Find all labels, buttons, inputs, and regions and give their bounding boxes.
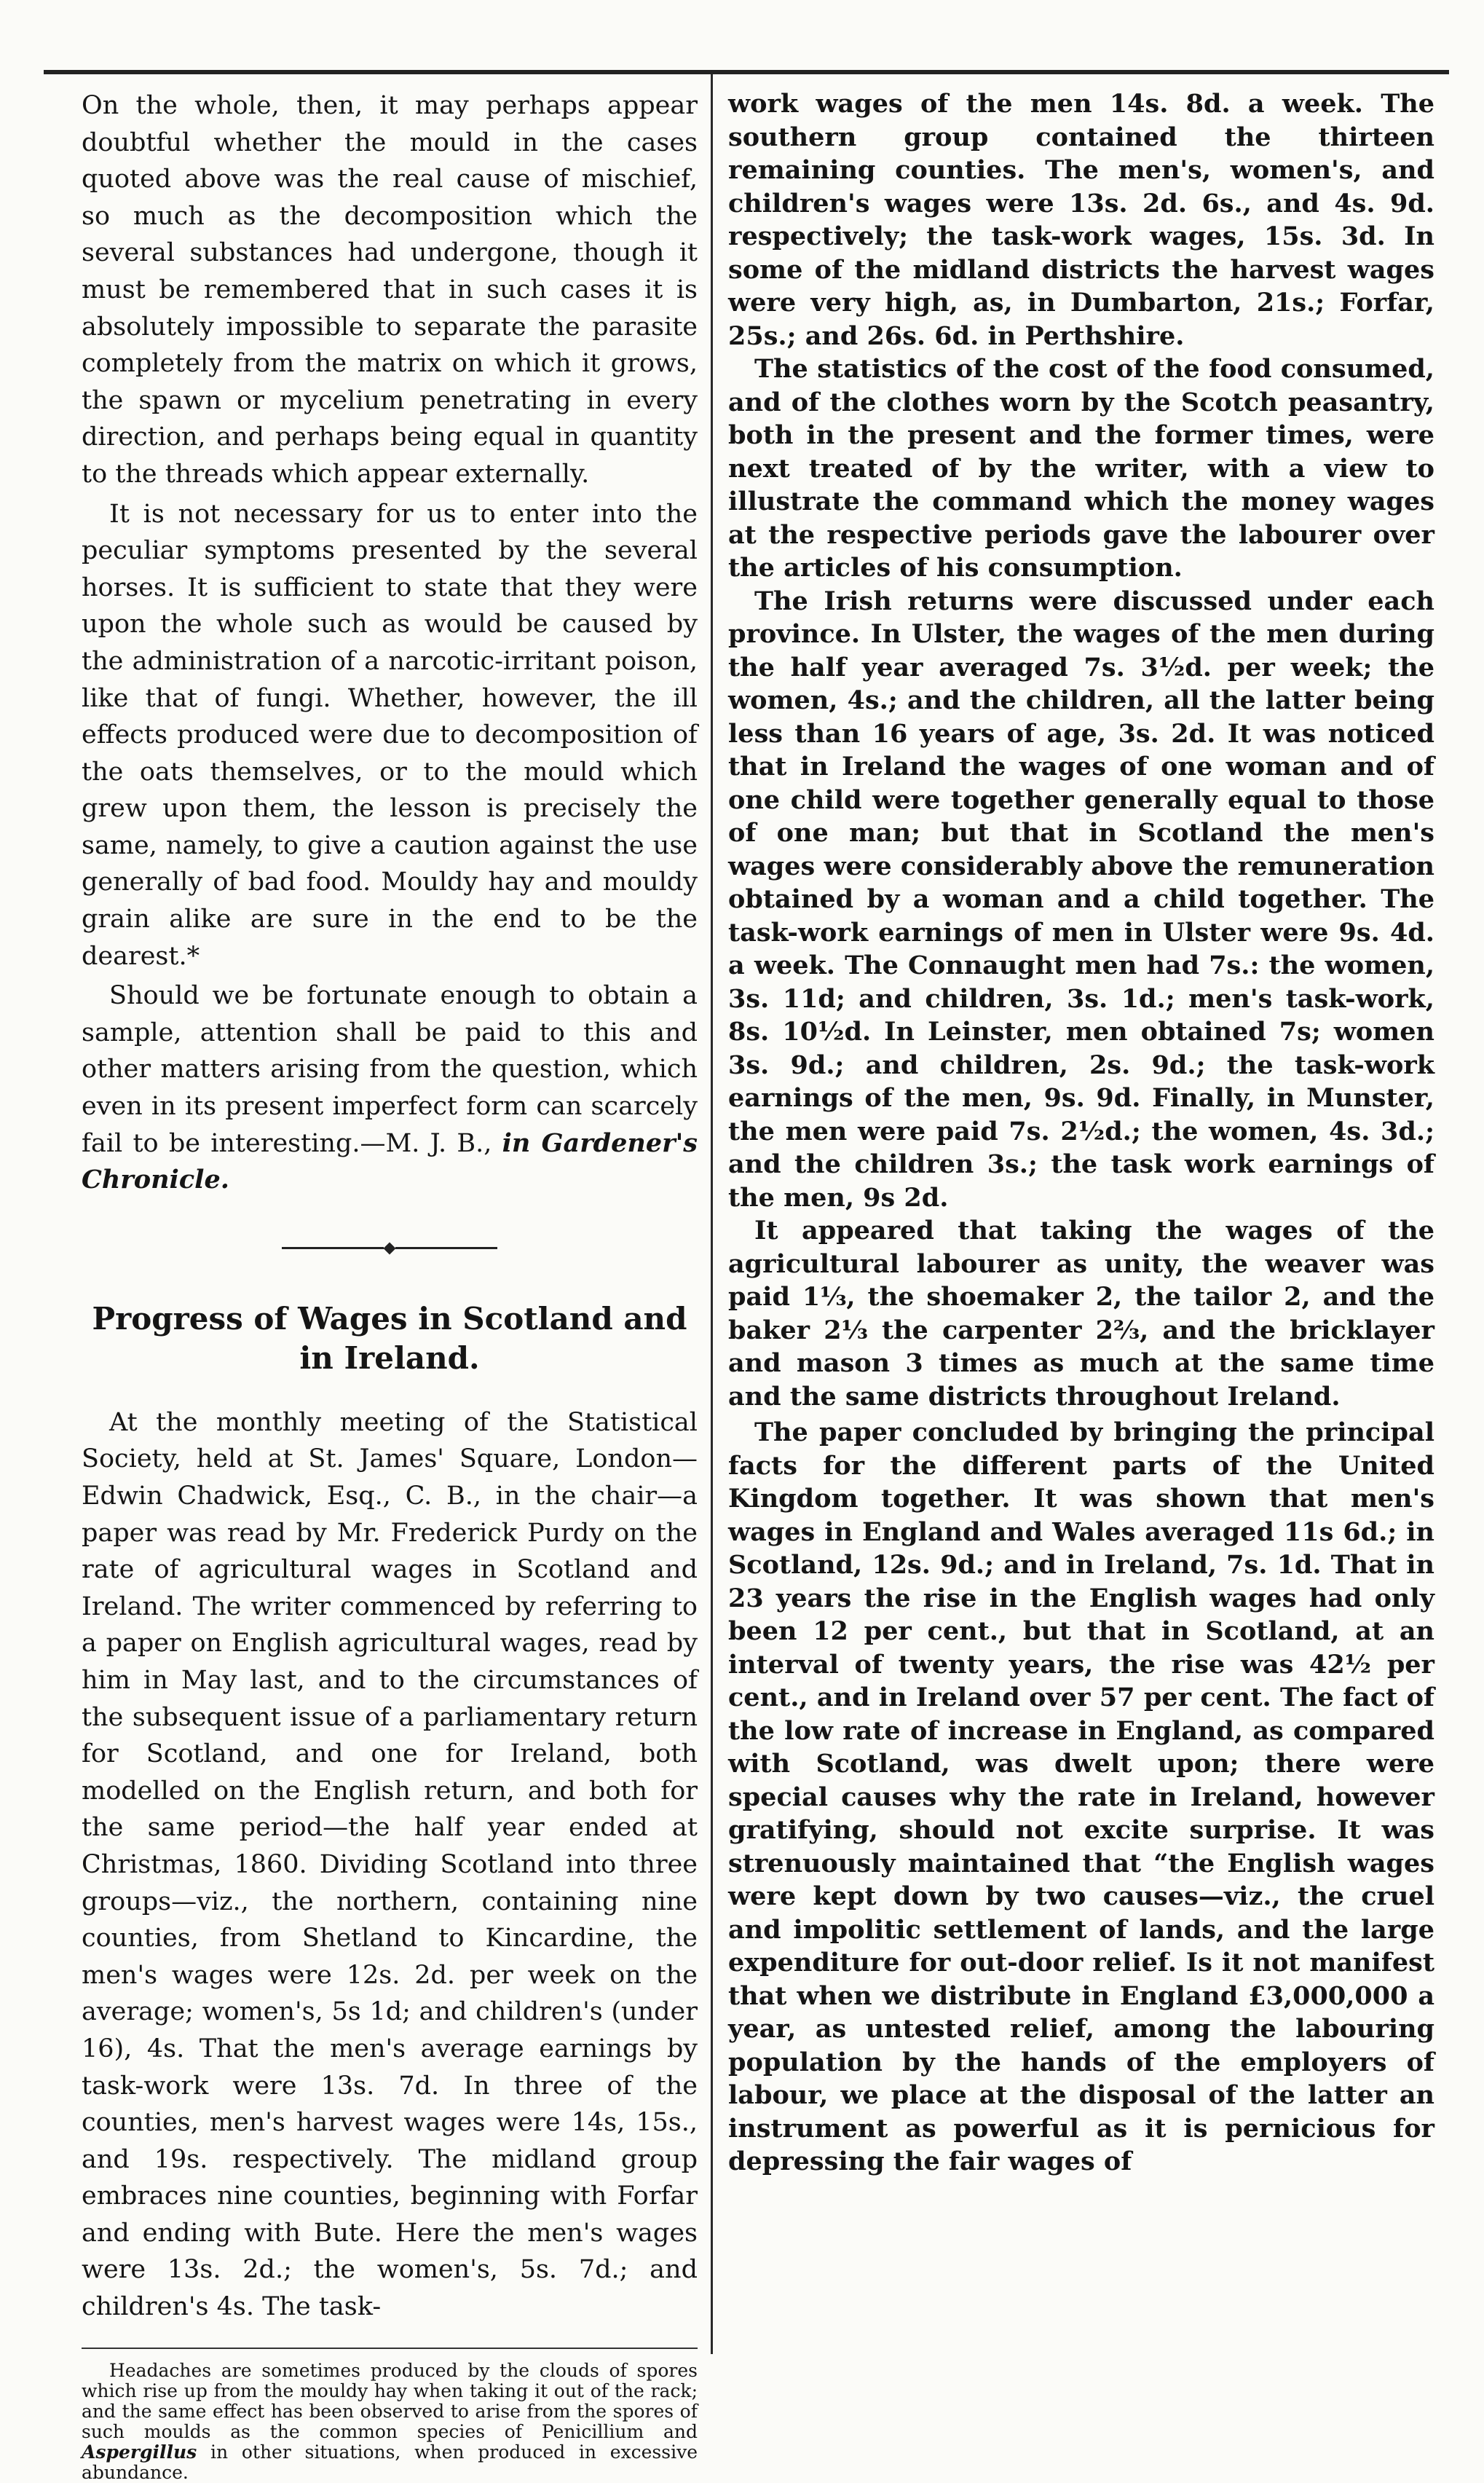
article-paragraph: The paper concluded by bringing the principal facts for the different parts of the United Kingdom together. It was shown that men's wages in England and Wales averaged 11s 6d.; in Scotland, 12s. 9d.; and in Ireland, 7s. 1d. That in 23 years the rise in the English wages had only been 12 per cent., but that in Scotland, at an interval of twenty years, the rise was 42½ per cent., and in Ireland over 57 per cent. The fact of the low rate of increase in England, as compared with Scotland, was dwelt upon; there were special causes why the rate in Ireland, however gratifying, should not excite surprise. It was strenuously maintained that “the English wages were kept down by two causes—viz., the cruel and impolitic settlement of lands, and the large expenditure for out-door relief. Is it not manifest that when we distribute in England £3,000,000 a year, as untested relief, among the labouring population by the hands of the employers of labour, we place at the disposal of the latter an instrument as powerful as it is pernicious for depressing the fair wages of: [728, 1417, 1434, 2176]
footnote-italic: Aspergillus: [82, 2441, 197, 2463]
article-paragraph: The Irish returns were discussed under each province. In Ulster, the wages of the men during the half year averaged 7s. 3½d. per week; the women, 4s.; and the children, all the latter being less than 16 years of age, 3s. 2d. It was noticed that in Ireland the wages of one woman and of one child were together generally equal to those of one man; but that in Scotland the men's wages were considerably above the remuneration obtained by a woman and a child together. The task-work earnings of men in Ulster were 9s. 4d. a week. The Connaught men had 7s.: the women, 3s. 11d; and children, 3s. 1d.; men's task-work, 8s. 10½d. In Leinster, men obtained 7s; women 3s. 9d.; and children, 2s. 9d.; the task-work earnings of the men, 9s. 9d. Finally, in Munster, the men were paid 7s. 2½d.; the women, 4s. 3d.; and the children 3s.; the task work earnings of the men, 9s 2d.: [728, 586, 1434, 1213]
article-paragraph: The statistics of the cost of the food consumed, and of the clothes worn by the Scotch peasantry, both in the present and the former times, were next treated of by the writer, with a view to illustrate the command which the money wages at the respective periods gave the labourer over the articles of his consumption.: [728, 354, 1434, 583]
section-separator: [82, 1241, 698, 1256]
left-column: [82, 87, 698, 2483]
article-paragraph: [82, 977, 698, 1199]
footnote: [82, 2348, 698, 2483]
footnote-text: [82, 2361, 698, 2483]
footnote-end: in other situations, when produced in excessive abundance.: [82, 2441, 698, 2483]
article-heading: Progress of Wages in Scotland and in Ireland.: [92, 1300, 687, 1376]
right-column: [728, 87, 1434, 2179]
column-divider: [711, 74, 713, 2354]
article-paragraph: work wages of the men 14s. 8d. a week. The southern group contained the thirteen remaining counties. The men's, women's, and children's wages were 13s. 2d. 6s., and 4s. 9d. respectively; the task-work wages, 15s. 3d. In some of the midland districts the harvest wages were very high, as, in Dumbarton, 21s.; Forfar, 25s.; and 26s. 6d. in Perthshire.: [728, 89, 1434, 351]
article-paragraph: It appeared that taking the wages of the agricultural labourer as unity, the weaver was paid 1⅓, the shoemaker 2, the tailor 2, and the baker 2⅓ the carpenter 2⅔, and the bricklayer and mason 3 times as much at the same time and the same districts throughout Ireland.: [728, 1216, 1434, 1412]
article-paragraph: It is not necessary for us to enter into the peculiar symptoms presented by the several horses. It is sufficient to state that they were upon the whole such as would be caused by the administration of a narcotic-irritant poison, like that of fungi. Whether, however, the ill effects produced were due to decomposition of the oats themselves, or to the mould which grew upon them, the lesson is precisely the same, namely, to give a caution against the use generally of bad food. Mouldy hay and mouldy grain alike are sure in the end to be the dearest.*: [82, 499, 698, 971]
source-attribution: in Gardener's Chronicle.: [82, 1128, 698, 1195]
footnote-main: Headaches are sometimes produced by the clouds of spores which rise up from the mouldy hay when taking it out of the rack; and the same effect has been observed to arise from the spores of such moulds as the common species of Penicillium and: [82, 2359, 698, 2442]
article-paragraph: On the whole, then, it may perhaps appear doubtful whether the mould in the cases quoted above was the real cause of mischief, so much as the decomposition which the several substances had undergone, though it must be remembered that in such cases it is absolutely impossible to separate the parasite completely from the matrix on which it grows, the spawn or mycelium penetrating in every direction, and perhaps being equal in quantity to the threads which appear externally.: [82, 91, 698, 489]
paragraph-text: Should we be fortunate enough to obtain a sample, attention shall be paid to this and other matters arising from the question, which even in its present imperfect form can scarcely fail to be interesting.—M. J. B.,: [82, 981, 698, 1158]
top-rule: [44, 70, 1449, 74]
article-paragraph: At the monthly meeting of the Statistical Society, held at St. James' Square, London—Edwin Chadwick, Esq., C. B., in the chair—a paper was read by Mr. Frederick Purdy on the rate of agricultural wages in Scotland and Ireland. The writer commenced by referring to a paper on English agricultural wages, read by him in May last, and to the circumstances of the subsequent issue of a parliamentary return for Scotland, and one for Ireland, both modelled on the English return, and both for the same period—the half year ended at Christmas, 1860. Dividing Scotland into three groups—viz., the northern, containing nine counties, from Shetland to Kincardine, the men's wages were 12s. 2d. per week on the average; women's, 5s 1d; and children's (under 16), 4s. That the men's average earnings by task-work were 13s. 7d. In three of the counties, men's harvest wages were 14s, 15s., and 19s. respectively. The midland group embraces nine counties, beginning with Forfar and ending with Bute. Here the men's wages were 13s. 2d.; the women's, 5s. 7d.; and children's 4s. The task-: [82, 1407, 698, 2322]
